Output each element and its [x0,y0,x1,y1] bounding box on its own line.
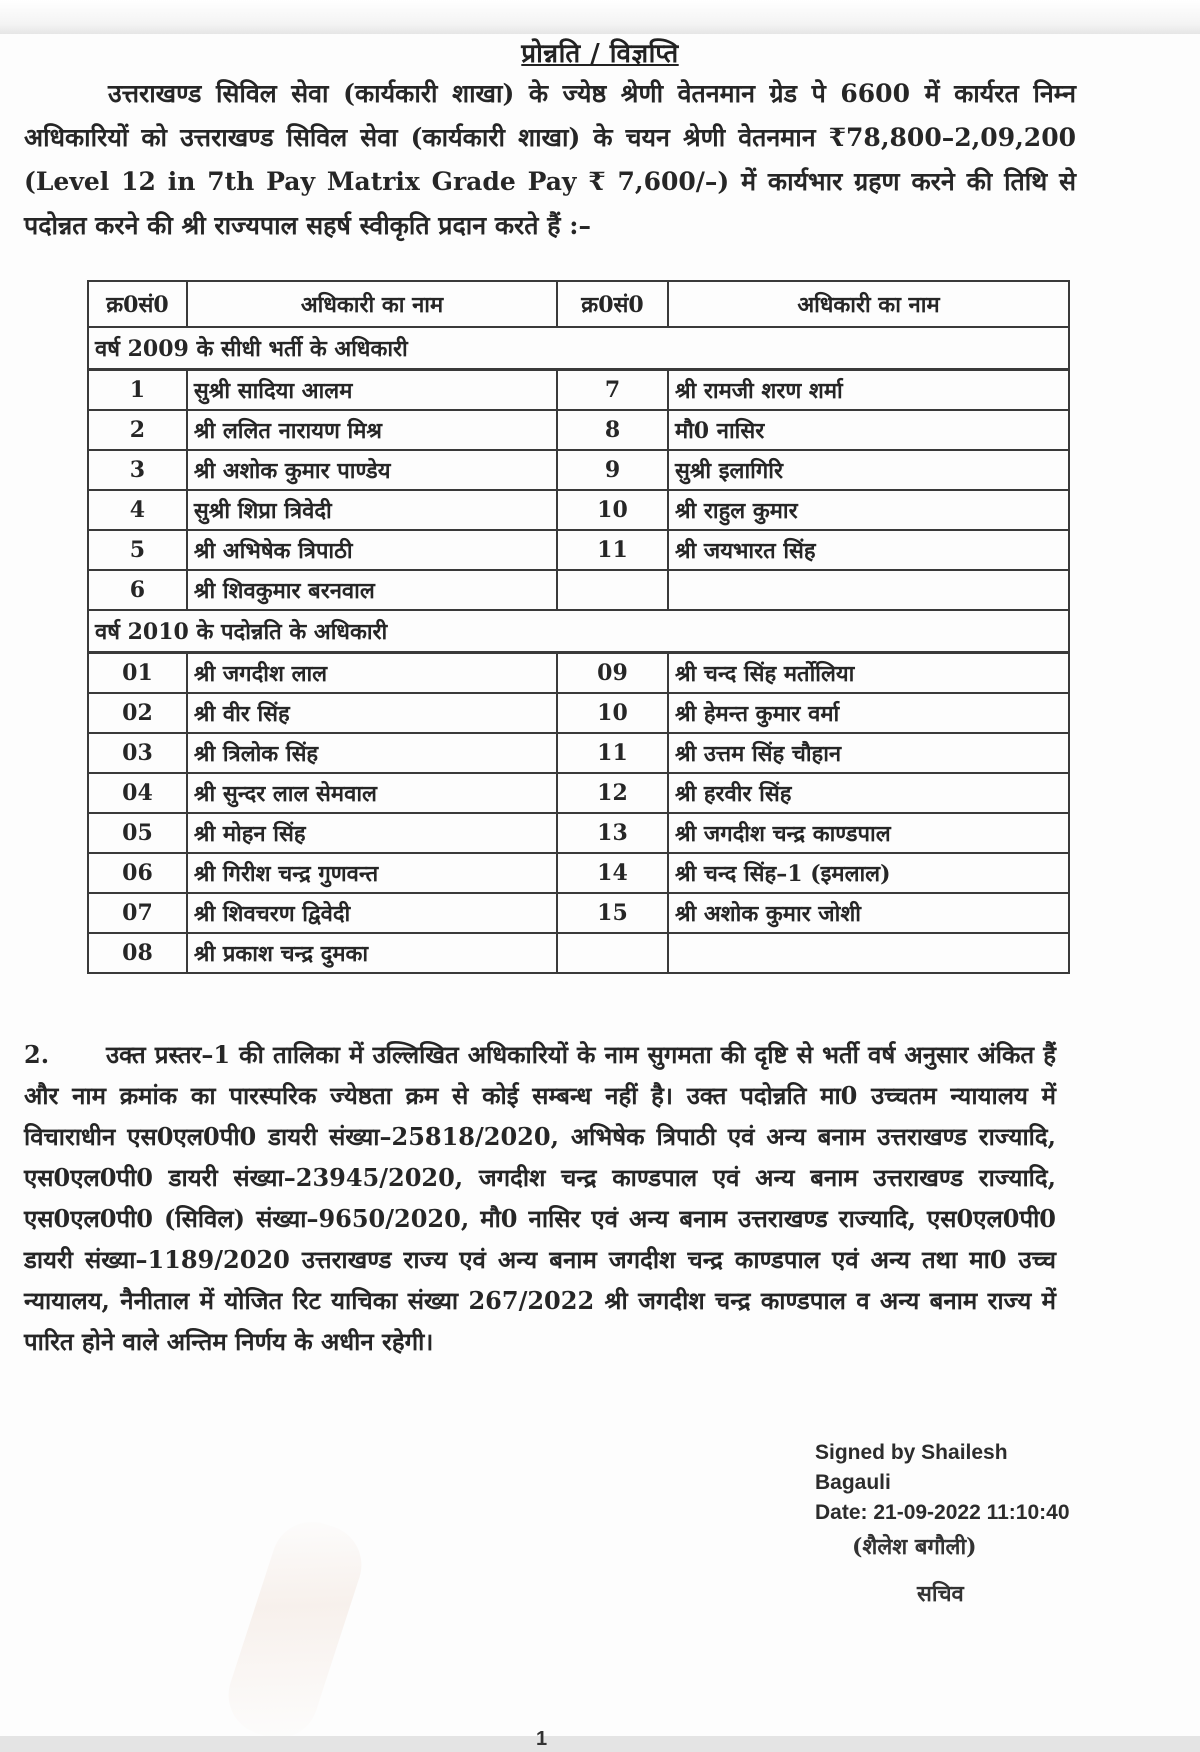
serial-cell: 05 [88,813,187,853]
serial-cell: 15 [557,893,668,933]
signer-surname-line: Bagauli [815,1471,891,1494]
serial-cell: 6 [88,570,187,610]
officer-name-cell: श्री राहुल कुमार [668,490,1069,530]
serial-cell: 9 [557,450,668,490]
serial-cell: 11 [557,733,668,773]
signer-designation: सचिव [917,1581,964,1607]
officer-name-cell: श्री शिवचरण द्विवेदी [187,893,557,933]
officer-name-cell: श्री मोहन सिंह [187,813,557,853]
table-row [88,853,1069,893]
officer-name-cell: श्री जयभारत सिंह [668,530,1069,570]
section-row-2009 [88,327,1069,370]
serial-cell: 3 [88,450,187,490]
officer-name-cell: श्री उत्तम सिंह चौहान [668,733,1069,773]
serial-cell: 4 [88,490,187,530]
officer-name-cell: श्री जगदीश चन्द्र काण्डपाल [668,813,1069,853]
signed-by-line: Signed by Shailesh [815,1441,1008,1464]
paragraph-text: उक्त प्रस्तर–1 की तालिका में उल्लिखित अधिकारियों के नाम सुगमता की दृष्टि से भर्ती वर्ष अनुसार अंकित हैं और नाम क्रमांक का पारस्परिक ज्येष्ठता क्रम से कोई सम्बन्ध नहीं है। उक्त पदोन्नति मा0 उच्चतम न्यायालय में विचाराधीन एस0एल0पी0 डायरी संख्या–25818/2020, अभिषेक त्रिपाठी एवं अन्य बनाम उत्तराखण्ड राज्यादि, एस0एल0पी0 डायरी संख्या–23945/2020, जगदीश चन्द्र काण्डपाल एवं अन्य बनाम उत्तराखण्ड राज्यादि, एस0एल0पी0 (सिविल) संख्या–9650/2020, मौ0 नासिर एवं अन्य बनाम उत्तराखण्ड राज्यादि, एस0एल0पी0 डायरी संख्या–1189/2020 उत्तराखण्ड राज्य एवं अन्य बनाम जगदीश चन्द्र काण्डपाल एवं अन्य तथा मा0 उच्च न्यायालय, नैनीताल में योजित रिट याचिका संख्या 267/2022 श्री जगदीश चन्द्र काण्डपाल व अन्य बनाम राज्य में पारित होने वाले अन्तिम निर्णय के अधीन रहेगी। [24,1040,1056,1356]
officers-table [87,280,1070,974]
officer-name-cell: श्री त्रिलोक सिंह [187,733,557,773]
officer-name-cell: सुश्री शिप्रा त्रिवेदी [187,490,557,530]
serial-cell: 06 [88,853,187,893]
serial-cell: 03 [88,733,187,773]
table-header-row [88,281,1069,327]
bottom-page-edge [0,1736,1200,1752]
header-name-2: अधिकारी का नाम [668,281,1069,327]
officer-name-cell: श्री अशोक कुमार पाण्डेय [187,450,557,490]
officer-name-cell: श्री जगदीश लाल [187,653,557,694]
serial-cell: 07 [88,893,187,933]
table-row [88,773,1069,813]
serial-cell: 1 [88,370,187,411]
officer-name-cell: सुश्री इलागिरि [668,450,1069,490]
officer-name-cell [668,933,1069,973]
section-heading: वर्ष 2010 के पदोन्नति के अधिकारी [88,610,1069,653]
officer-name-cell: श्री गिरीश चन्द्र गुणवन्त [187,853,557,893]
serial-cell: 10 [557,693,668,733]
officer-name-cell: श्री शिवकुमार बरनवाल [187,570,557,610]
serial-cell: 2 [88,410,187,450]
officer-name-cell: श्री अशोक कुमार जोशी [668,893,1069,933]
table-row [88,933,1069,973]
table-row [88,653,1069,694]
serial-cell [557,570,668,610]
table-row [88,733,1069,773]
officer-name-cell: श्री प्रकाश चन्द्र दुमका [187,933,557,973]
serial-cell: 10 [557,490,668,530]
table-row [88,893,1069,933]
serial-cell: 01 [88,653,187,694]
serial-cell: 09 [557,653,668,694]
table-row [88,490,1069,530]
officer-name-cell: श्री रामजी शरण शर्मा [668,370,1069,411]
officer-name-cell [668,570,1069,610]
officer-name-cell: श्री चन्द सिंह–1 (इमलाल) [668,853,1069,893]
section-row-2010 [88,610,1069,653]
serial-cell: 04 [88,773,187,813]
table-row [88,570,1069,610]
serial-cell: 7 [557,370,668,411]
serial-cell: 8 [557,410,668,450]
paragraph-number: 2. [24,1040,50,1069]
officer-name-cell: श्री चन्द सिंह मर्तोलिया [668,653,1069,694]
table-row [88,693,1069,733]
intro-paragraph: उत्तराखण्ड सिविल सेवा (कार्यकारी शाखा) के ज्येष्ठ श्रेणी वेतनमान ग्रेड पे 6600 में कार्यरत निम्न अधिकारियों को उत्तराखण्ड सिविल सेवा (कार्यकारी शाखा) के चयन श्रेणी वेतनमान ₹78,800–2,09,200 (Level 12 in 7th Pay Matrix Grade Pay ₹ 7,600/–) में कार्यभार ग्रहण करने की तिथि से पदोन्नत करने की श्री राज्यपाल सहर्ष स्वीकृति प्रदान करते हैं :– [24,79,1076,240]
signature-date-line: Date: 21-09-2022 11:10:40 [815,1501,1070,1524]
serial-cell [557,933,668,973]
page-number: 1 [536,1728,548,1750]
header-name-1: अधिकारी का नाम [187,281,557,327]
header-serial-2: क्र0सं0 [557,281,668,327]
officer-name-cell: श्री सुन्दर लाल सेमवाल [187,773,557,813]
table-row [88,370,1069,411]
header-serial-1: क्र0सं0 [88,281,187,327]
officer-name-cell: श्री ललित नारायण मिश्र [187,410,557,450]
table-row [88,530,1069,570]
digital-signature-block [815,1438,1115,1528]
officer-name-cell: मौ0 नासिर [668,410,1069,450]
officer-name-cell: सुश्री सादिया आलम [187,370,557,411]
officer-name-cell: श्री वीर सिंह [187,693,557,733]
top-shadow-band [0,0,1200,34]
condition-paragraph [24,1034,1056,1362]
serial-cell: 11 [557,530,668,570]
section-heading: वर्ष 2009 के सीधी भर्ती के अधिकारी [88,327,1069,370]
serial-cell: 02 [88,693,187,733]
serial-cell: 08 [88,933,187,973]
table-row [88,450,1069,490]
serial-cell: 12 [557,773,668,813]
table-row [88,410,1069,450]
serial-cell: 5 [88,530,187,570]
serial-cell: 14 [557,853,668,893]
officer-name-cell: श्री हरवीर सिंह [668,773,1069,813]
document-title: प्रोन्नति / विज्ञप्ति [521,39,679,69]
signer-name-hindi: (शैलेश बगौली) [852,1534,977,1560]
officer-name-cell: श्री हेमन्त कुमार वर्मा [668,693,1069,733]
table-row [88,813,1069,853]
serial-cell: 13 [557,813,668,853]
officer-name-cell: श्री अभिषेक त्रिपाठी [187,530,557,570]
